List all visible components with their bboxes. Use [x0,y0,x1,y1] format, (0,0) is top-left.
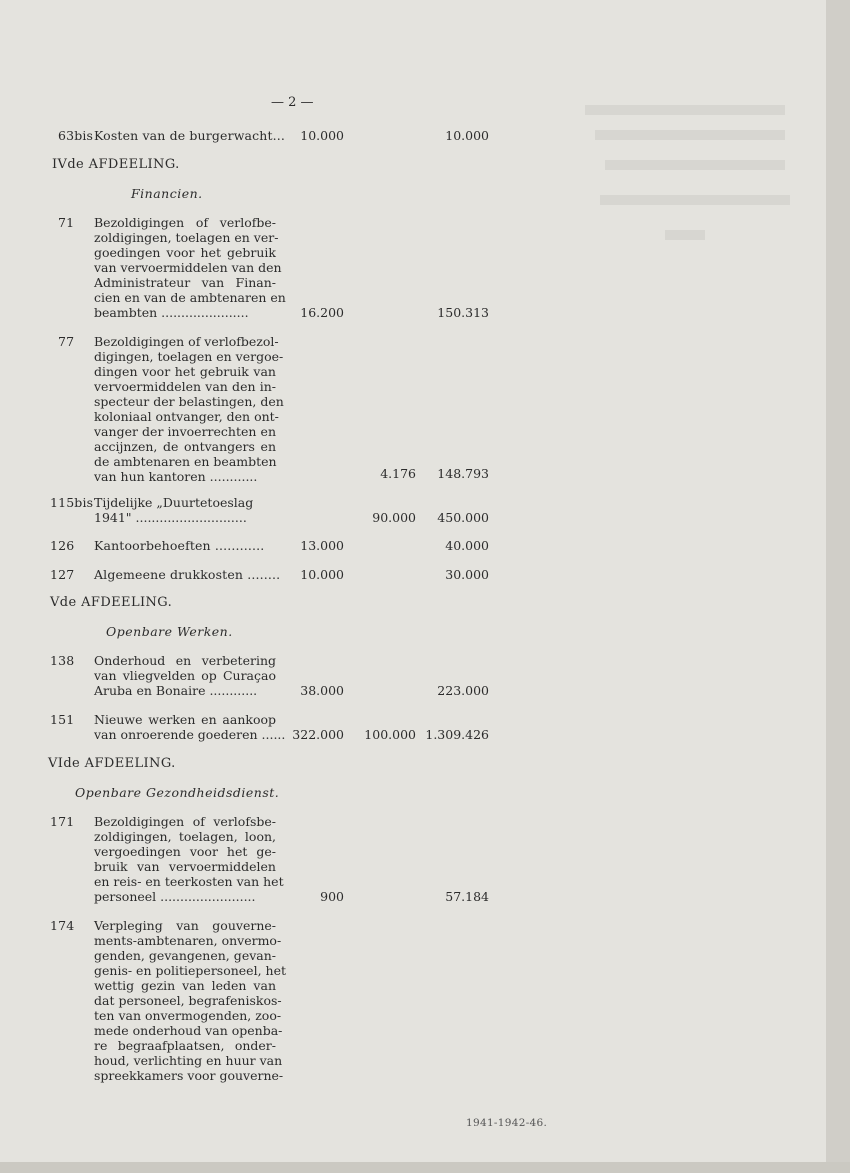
item-col3: 450.000 [437,510,489,525]
description-line: van hun kantoren ............ [94,469,258,484]
item-col2: 4.176 [380,466,416,481]
description-line: vanger der invoerrechten en [94,424,276,439]
description-line: genis- en politiepersoneel, het [94,963,286,978]
description-line: Nieuwe werken en aankoop [94,712,276,727]
description-line: vervoermiddelen van den in- [94,379,276,394]
description-line: beambten ...................... [94,305,249,320]
description-line: Tijdelijke „Duurtetoeslag [94,495,254,510]
item-number: 126 [50,538,75,553]
section-subtitle: Financien. [131,186,203,201]
item-col1: 10.000 [300,128,344,143]
description-line: dat personeel, begrafeniskos- [94,993,282,1008]
description-line: mede onderhoud van openba- [94,1023,283,1038]
description-line: Aruba en Bonaire ............ [94,683,258,698]
description-line: dingen voor het gebruik van [94,364,276,379]
description-line: de ambtenaren en beambten [94,454,277,469]
item-col3: 57.184 [445,889,489,904]
item-number: 127 [50,567,75,582]
item-col1: 16.200 [300,305,344,320]
description-line: ments-ambtenaren, onvermo- [94,933,282,948]
description-line: van onroerende goederen ...... [94,727,286,742]
item-number: 71 [58,215,75,230]
section-title: VIde AFDEELING. [48,756,176,771]
description-line: genden, gevangenen, gevan- [94,948,276,963]
description-line: goedingen voor het gebruik [94,245,276,260]
page-edge [826,0,850,1173]
item-col3: 1.309.426 [425,727,489,742]
item-number: 174 [50,918,75,933]
item-description: Algemeene drukkosten ........ [94,567,281,582]
item-col3: 148.793 [437,466,489,481]
item-col3: 40.000 [445,538,489,553]
description-line: Verpleging van gouverne- [94,918,276,933]
description-line: personeel ........................ [94,889,256,904]
item-col1: 38.000 [300,683,344,698]
description-line: en reis- en teerkosten van het [94,874,284,889]
description-line: zoldigingen, toelagen en ver- [94,230,279,245]
item-col2: 90.000 [372,510,416,525]
description-line: ten van onvermogenden, zoo- [94,1008,282,1023]
section-subtitle: Openbare Werken. [106,624,233,639]
footer-code: 1941-1942-46. [466,1117,548,1129]
item-number: 115bis [50,495,94,510]
item-description [94,814,284,904]
item-number: 151 [50,712,75,727]
item-description [94,712,286,742]
description-line: re begraafplaatsen, onder- [94,1038,276,1053]
section-title: IVde AFDEELING. [52,157,180,172]
description-line: specteur der belastingen, den [94,394,284,409]
item-col1: 900 [320,889,344,904]
item-col1: 10.000 [300,567,344,582]
item-description [94,653,276,698]
description-line: zoldigingen, toelagen, loon, [94,829,276,844]
bleed-through-mark [585,100,795,245]
description-line: 1941" ............................ [94,510,247,525]
description-line: spreekkamers voor gouverne- [94,1068,284,1083]
item-col2: 100.000 [364,727,416,742]
item-number: 138 [50,653,75,668]
description-line: cien en van de ambtenaren en [94,290,286,305]
item-description [94,495,276,525]
description-line: bruik van vervoermiddelen [94,859,276,874]
description-line: Administrateur van Finan- [94,275,276,290]
item-col3: 10.000 [445,128,489,143]
description-line: digingen, toelagen en vergoe- [94,349,284,364]
item-number: 171 [50,814,75,829]
section-subtitle: Openbare Gezondheidsdienst. [75,785,280,800]
description-line: houd, verlichting en huur van [94,1053,283,1068]
item-description: Kosten van de burgerwacht... [94,128,286,143]
description-line: wettig gezin van leden van [94,978,276,993]
description-line: koloniaal ontvanger, den ont- [94,409,279,424]
item-col3: 223.000 [437,683,489,698]
section-title: Vde AFDEELING. [50,595,173,610]
item-description [94,918,286,1083]
description-line: vergoedingen voor het ge- [94,844,276,859]
item-col3: 150.313 [437,305,489,320]
description-line: van vervoermiddelen van den [94,260,282,275]
description-line: van vliegvelden op Curaçao [94,668,276,683]
description-line: Onderhoud en verbetering [94,653,276,668]
description-line: Bezoldigingen of verlofbe- [94,215,276,230]
item-col3: 30.000 [445,567,489,582]
item-description: Kantoorbehoeften ............ [94,538,265,553]
item-number: 77 [58,334,75,349]
item-description [94,334,284,484]
description-line: accijnzen, de ontvangers en [94,439,276,454]
description-line: Bezoldigingen of verlofbezol- [94,334,279,349]
item-description [94,215,286,320]
item-number: 63bis [58,128,94,143]
page-number: — 2 — [271,95,314,110]
description-line: Bezoldigingen of verlofsbe- [94,814,276,829]
item-col1: 322.000 [292,727,344,742]
item-col1: 13.000 [300,538,344,553]
page-bottom-edge [0,1162,850,1173]
